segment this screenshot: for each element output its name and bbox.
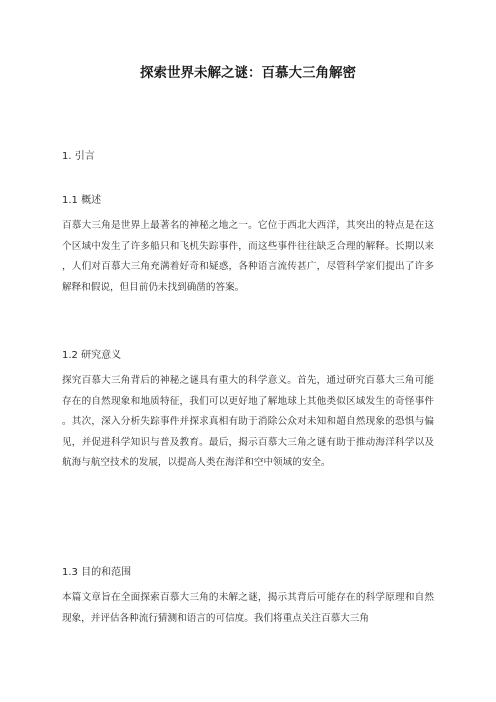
- paragraph-research-significance: 探究百慕大三角背后的神秘之谜具有重大的科学意义。首先，通过研究百慕大三角可能存在的自然现象和地质特征，我们可以更好地了解地球上其他类似区域发生的奇怪事件。其次，深入分析失踪事件并探求真相有助于消除公众对未知和超自然现象的恐惧与偏见，并促进科学知识与普及教育。最后，揭示百慕大三角之谜有助于推动海洋科学以及航海与航空技术的发展，以提高人类在海洋和空中领域的安全。: [62, 375, 434, 468]
- paragraph-purpose-scope: 本篇文章旨在全面探索百慕大三角的未解之谜，揭示其背后可能存在的科学原理和自然现象，并评估各种流行猜测和语言的可信度。我们将重点关注百慕大三角: [62, 592, 434, 624]
- section-heading-purpose-scope: 1.3 目的和范围: [62, 567, 132, 578]
- section-heading-overview: 1.1 概述: [62, 195, 102, 206]
- document-title: 探索世界未解之谜：百慕大三角解密: [140, 65, 356, 81]
- section-heading-research-significance: 1.2 研究意义: [62, 350, 122, 361]
- section-heading-introduction: 1. 引言: [62, 151, 95, 162]
- paragraph-overview: 百慕大三角是世界上最著名的神秘之地之一。它位于西北大西洋，其突出的特点是在这个区域中发生了许多船只和飞机失踪事件，而这些事件往往缺乏合理的解释。长期以来，人们对百慕大三角充满着好奇和疑惑，各种语言流传甚广，尽管科学家们提出了许多解释和假说，但目前仍未找到确凿的答案。: [62, 220, 434, 293]
